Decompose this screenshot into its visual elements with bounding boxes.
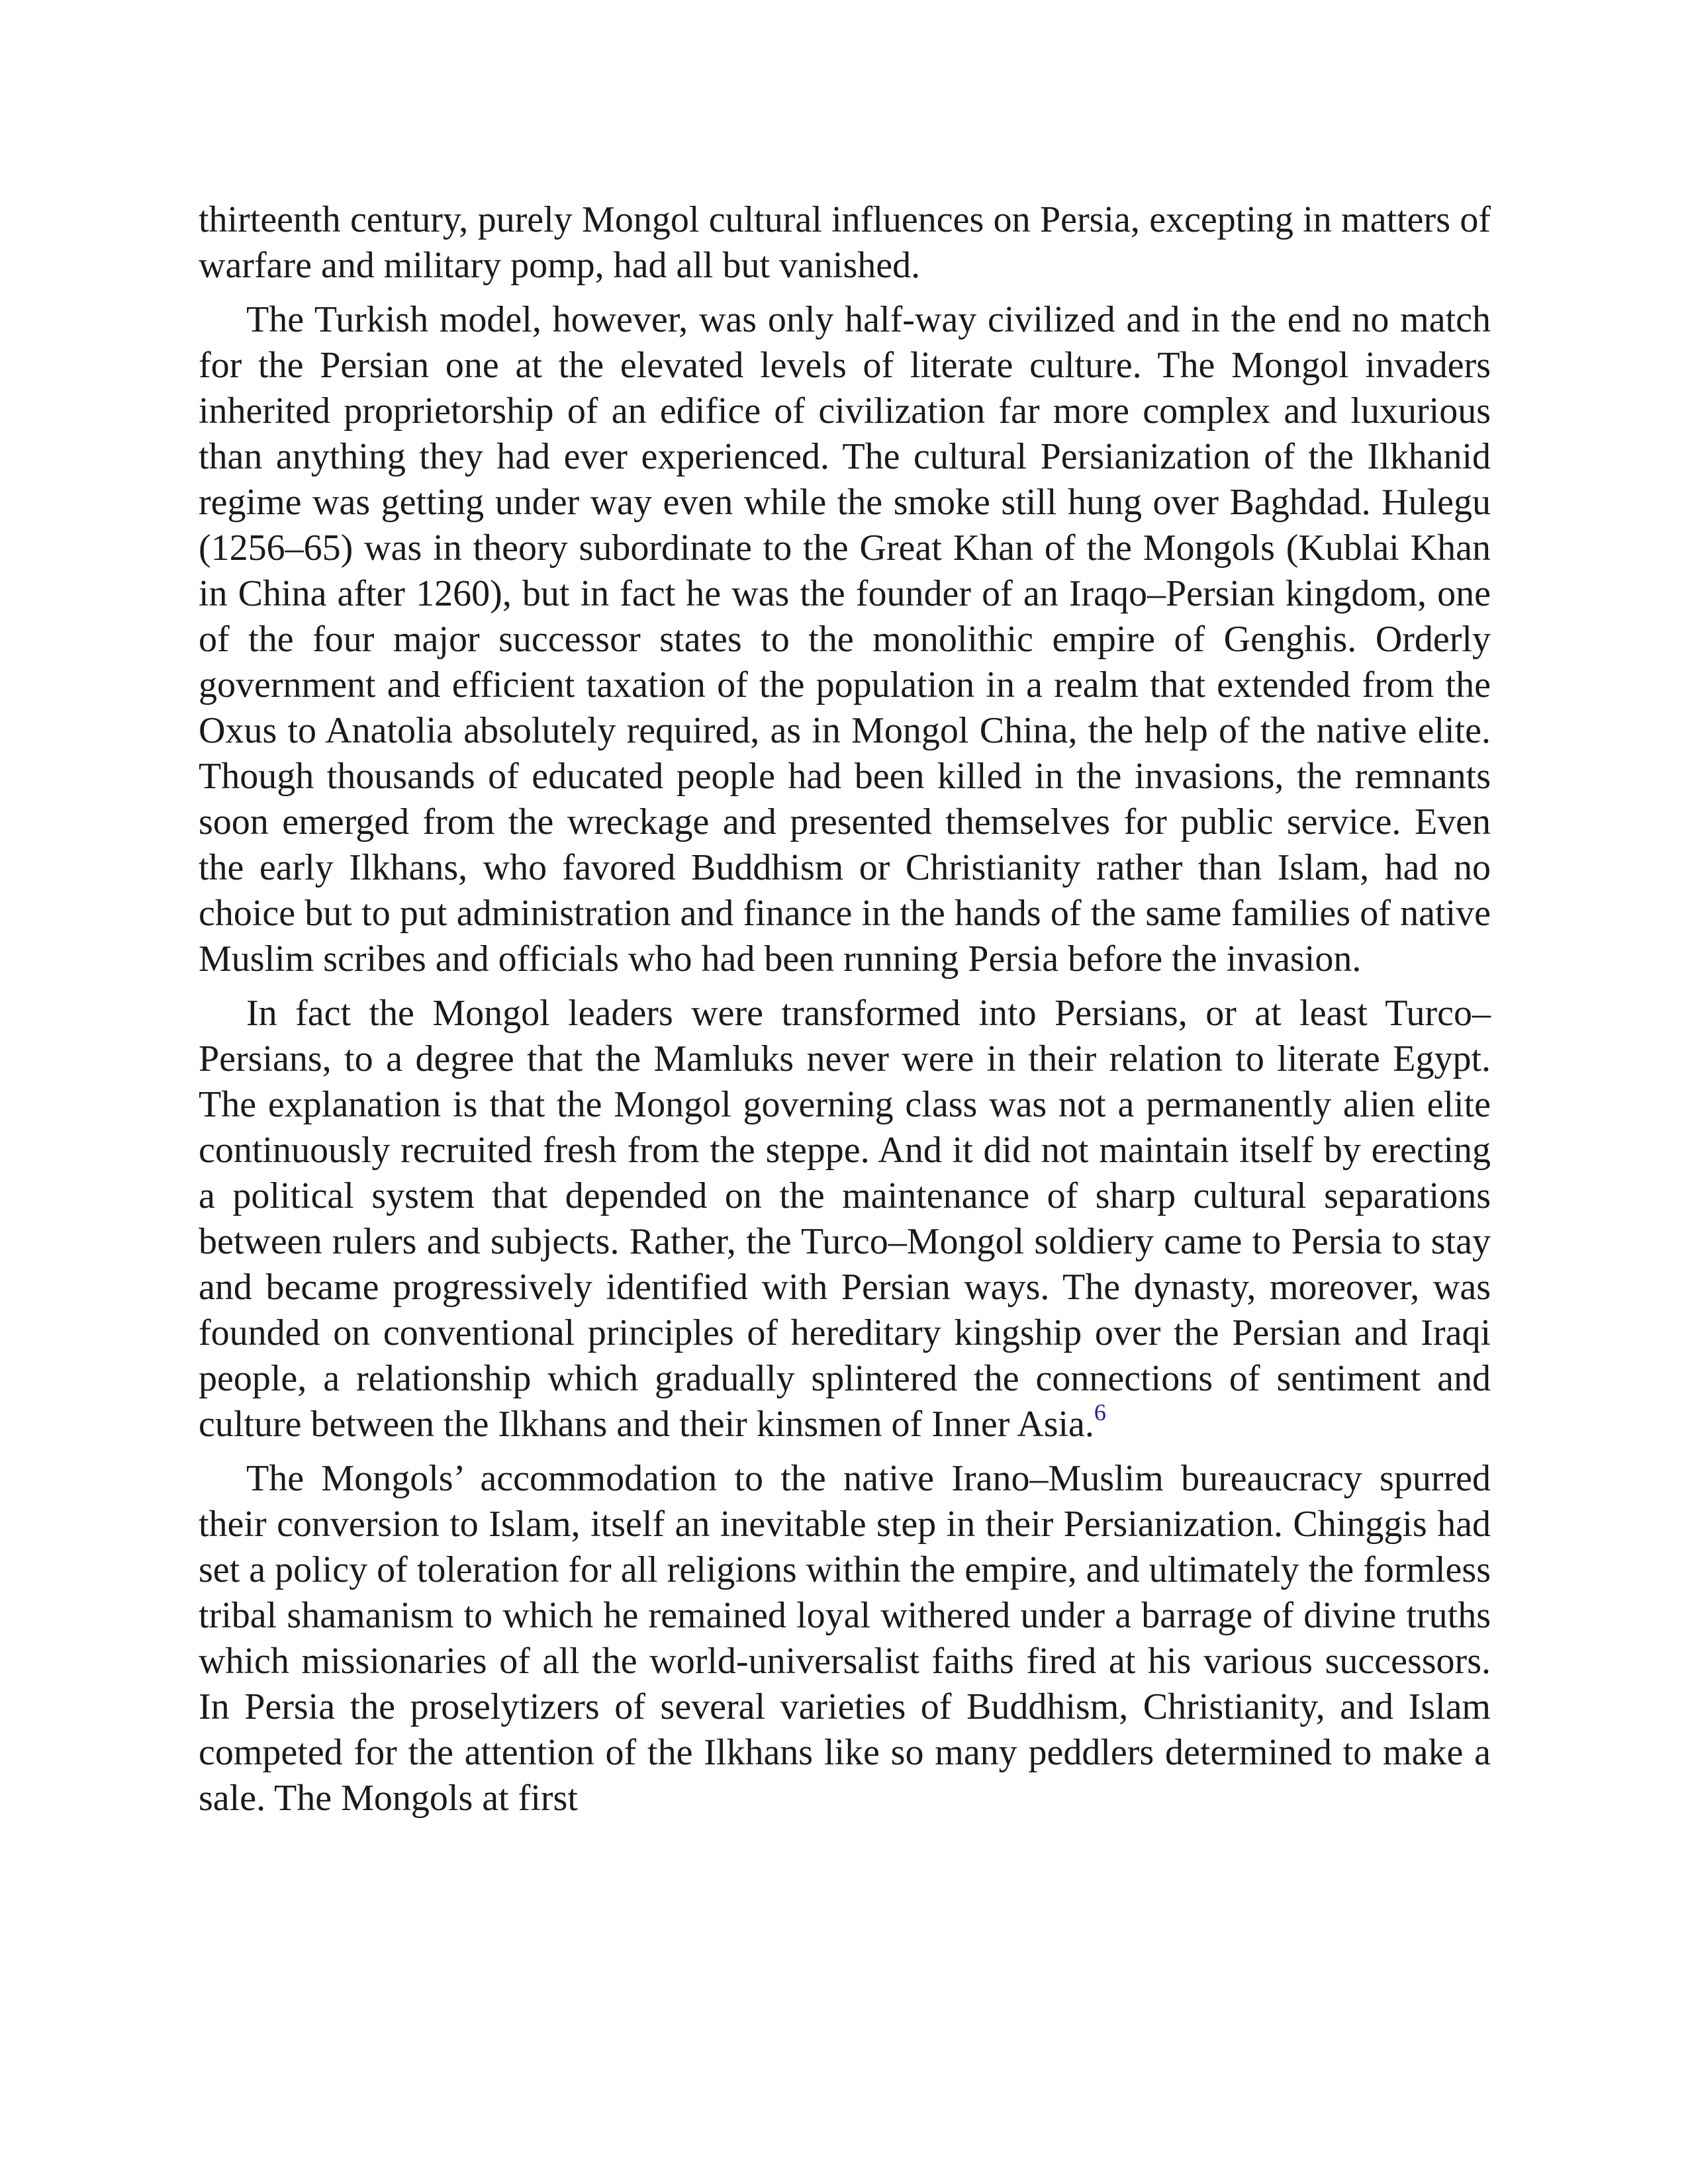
document-page	[199, 197, 1491, 1830]
paragraph-3	[199, 991, 1491, 1447]
paragraph-3-text: In fact the Mongol leaders were transformed into Persians, or at least Turco–Persians, to a degree that the Mamluks never were in their relation to literate Egypt. The explanation is that the Mongol governing class was not a permanently alien elite continuously recruited fresh from the steppe. And it did not maintain itself by erecting a political system that depended on the maintenance of sharp cultural separations between rulers and subjects. Rather, the Turco–Mongol soldiery came to Persia to stay and became progressively identified with Persian ways. The dynasty, moreover, was founded on conventional principles of hereditary kingship over the Persian and Iraqi people, a relationship which gradually splintered the connections of sentiment and culture between the Ilkhans and their kinsmen of Inner Asia.	[199, 993, 1491, 1445]
footnote-reference-6[interactable]: 6	[1094, 1399, 1106, 1426]
paragraph-1: thirteenth century, purely Mongol cultural influences on Persia, excepting in matters of warfare and military pomp, had all but vanished.	[199, 199, 1491, 286]
paragraph-4: The Mongols’ accommodation to the native Irano–Muslim bureaucracy spurred their conversion to Islam, itself an inevitable step in their Persianization. Chinggis had set a policy of toleration for all religions within the empire, and ultimately the formless tribal shamanism to which he remained loyal withered under a barrage of divine truths which missionaries of all the world-universalist faiths fired at his various successors. In Persia the proselytizers of several varieties of Buddhism, Christianity, and Islam competed for the attention of the Ilkhans like so many peddlers determined to make a sale. The Mongols at first	[199, 1458, 1491, 1819]
paragraph-2: The Turkish model, however, was only half-way civilized and in the end no match for the Persian one at the elevated levels of literate culture. The Mongol invaders inherited proprietorship of an edifice of civilization far more complex and luxurious than anything they had ever experienced. The cultural Persianization of the Ilkhanid regime was getting under way even while the smoke still hung over Baghdad. Hulegu (1256–65) was in theory subordinate to the Great Khan of the Mongols (Kublai Khan in China after 1260), but in fact he was the founder of an Iraqo–Persian kingdom, one of the four major successor states to the monolithic empire of Genghis. Orderly government and efficient taxation of the population in a realm that extended from the Oxus to Anatolia absolutely required, as in Mongol China, the help of the native elite. Though thousands of educated people had been killed in the invasions, the remnants soon emerged from the wreckage and presented themselves for public service. Even the early Ilkhans, who favored Buddhism or Christianity rather than Islam, had no choice but to put administration and finance in the hands of the same families of native Muslim scribes and officials who had been running Persia before the invasion.	[199, 299, 1491, 979]
